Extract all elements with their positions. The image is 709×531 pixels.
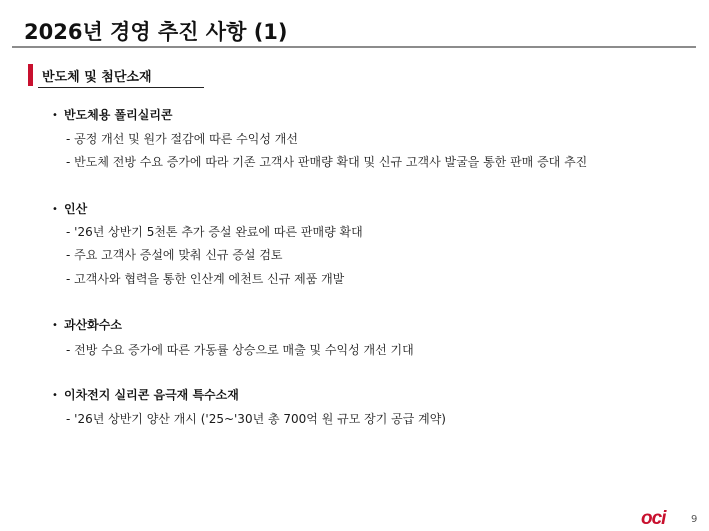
section-title: 반도체 및 첨단소재: [42, 70, 152, 85]
bullet-item: - 반도체 전방 수요 증가에 따라 기존 고객사 판매량 확대 및 신규 고객사 발굴을 통한 판매 증대 추진: [66, 155, 588, 169]
page-title: 2026년 경영 추진 사항 (1): [24, 20, 288, 44]
bullet-item: - '26년 상반기 5천톤 추가 증설 완료에 따른 판매량 확대: [66, 225, 363, 239]
bullet-item: - '26년 상반기 양산 개시 ('25~'30년 총 700억 원 규모 장기 공급 계약): [66, 412, 446, 426]
bullet-item: - 공정 개선 및 원가 절감에 따른 수익성 개선: [66, 132, 298, 146]
bullet-heading: 이차전지 실리콘 음극재 특수소재: [64, 388, 239, 402]
bullet-heading: 인산: [64, 202, 88, 216]
bullet-item: - 주요 고객사 증설에 맞춰 신규 증설 검토: [66, 248, 283, 262]
oci-logo: oci: [641, 508, 666, 529]
bullet-dot: •: [52, 204, 58, 215]
bullet-dot: •: [52, 320, 58, 331]
bullet-heading: 반도체용 폴리실리콘: [64, 108, 173, 122]
bullet-heading: 과산화수소: [64, 318, 122, 332]
bullet-dot: •: [52, 110, 58, 121]
bullet-item: - 전방 수요 증가에 따른 가동률 상승으로 매출 및 수익성 개선 기대: [66, 343, 414, 357]
bullet-dot: •: [52, 390, 58, 401]
bullet-item: - 고객사와 협력을 통한 인산계 에천트 신규 제품 개발: [66, 272, 345, 286]
page-number: 9: [691, 514, 698, 525]
